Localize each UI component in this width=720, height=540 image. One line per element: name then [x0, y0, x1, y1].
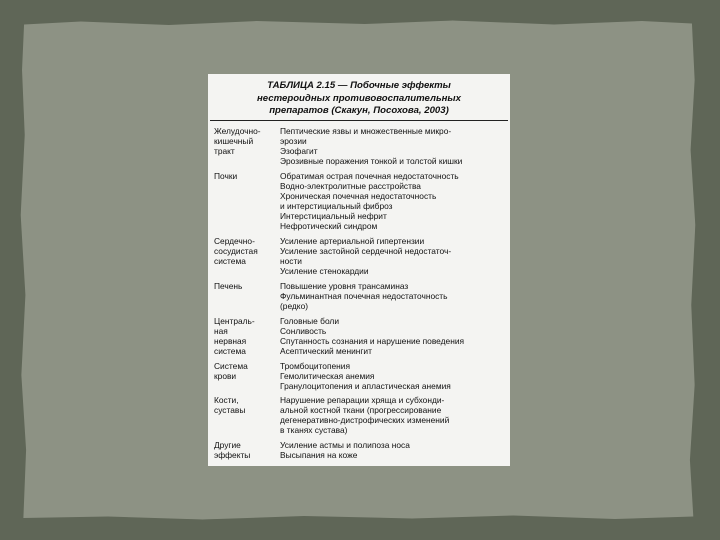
- effect-line: Спутанность сознания и нарушение поведения: [280, 336, 465, 346]
- effect-line: Водно-электролитные расстройства: [280, 181, 421, 191]
- effect-line: Эрозивные поражения тонкой и толстой кишки: [280, 156, 463, 166]
- effect-line: ности: [280, 256, 302, 266]
- effect-line: Усиление застойной сердечной недостаточ-: [280, 246, 452, 256]
- effects-cell: [280, 440, 508, 460]
- table-caption: [208, 80, 510, 118]
- category-cell: [214, 236, 280, 266]
- effect-line: (редко): [280, 301, 309, 311]
- effect-line: Гранулоцитопения и апластическая анемия: [280, 381, 451, 391]
- effect-line: Сонливость: [280, 326, 327, 336]
- category-line: сосудистая: [214, 246, 258, 256]
- effect-line: Высыпания на коже: [280, 450, 358, 460]
- category-line: Другие: [214, 440, 241, 450]
- category-line: нервная: [214, 336, 247, 346]
- effect-line: Нарушение репарации хряща и субхонди-: [280, 395, 445, 405]
- effect-line: дегенеративно-дистрофических изменений: [280, 415, 450, 425]
- category-line: Желудочно-: [214, 126, 261, 136]
- category-cell: [214, 126, 280, 156]
- effect-line: Нефротический синдром: [280, 221, 378, 231]
- category-cell: [214, 316, 280, 356]
- category-line: крови: [214, 371, 237, 381]
- effect-line: в тканях сустава): [280, 425, 348, 435]
- category-cell: [214, 440, 280, 460]
- category-line: кишечный: [214, 136, 254, 146]
- effects-cell: [280, 395, 508, 435]
- effect-line: Хроническая почечная недостаточность: [280, 191, 437, 201]
- scanned-table-image: [208, 74, 510, 466]
- category-line: суставы: [214, 405, 246, 415]
- caption-line: ТАБЛИЦА 2.15 — Побочные эффекты: [267, 80, 451, 91]
- effects-cell: [280, 126, 508, 166]
- effect-line: Пептические язвы и множественные микро-: [280, 126, 452, 136]
- category-line: Централь-: [214, 316, 255, 326]
- category-line: эффекты: [214, 450, 251, 460]
- category-line: Печень: [214, 281, 243, 291]
- category-cell: [214, 281, 280, 291]
- category-line: система: [214, 346, 246, 356]
- effect-line: эрозии: [280, 136, 307, 146]
- effect-line: Усиление стенокардии: [280, 266, 369, 276]
- table-top-rule: [210, 120, 508, 121]
- category-cell: [214, 395, 280, 415]
- caption-line: препаратов (Скакун, Посохова, 2003): [269, 105, 449, 116]
- effects-cell: [280, 236, 508, 276]
- effect-line: Асептический менингит: [280, 346, 372, 356]
- effect-line: Обратимая острая почечная недостаточность: [280, 171, 459, 181]
- category-line: тракт: [214, 146, 235, 156]
- effects-cell: [280, 171, 508, 231]
- effect-line: Гемолитическая анемия: [280, 371, 375, 381]
- effect-line: Усиление астмы и полипоза носа: [280, 440, 410, 450]
- effects-cell: [280, 316, 508, 356]
- category-cell: [214, 361, 280, 381]
- effect-line: Эзофагит: [280, 146, 318, 156]
- effect-line: альной костной ткани (прогрессирование: [280, 405, 442, 415]
- effect-line: и интерстициальный фиброз: [280, 201, 393, 211]
- category-line: ная: [214, 326, 228, 336]
- effect-line: Усиление артериальной гипертензии: [280, 236, 425, 246]
- caption-line: нестероидных противовоспалительных: [257, 92, 461, 104]
- effect-line: Головные боли: [280, 316, 339, 326]
- effects-cell: [280, 361, 508, 391]
- category-line: Система: [214, 361, 248, 371]
- category-line: Сердечно-: [214, 236, 255, 246]
- category-line: Кости,: [214, 395, 239, 405]
- effect-line: Фульминантная почечная недостаточность: [280, 291, 448, 301]
- effect-line: Повышение уровня трансаминаз: [280, 281, 409, 291]
- category-line: система: [214, 256, 246, 266]
- category-line: Почки: [214, 171, 238, 181]
- effects-cell: [280, 281, 508, 311]
- effect-line: Тромбоцитопения: [280, 361, 350, 371]
- category-cell: [214, 171, 280, 181]
- effect-line: Интерстициальный нефрит: [280, 211, 387, 221]
